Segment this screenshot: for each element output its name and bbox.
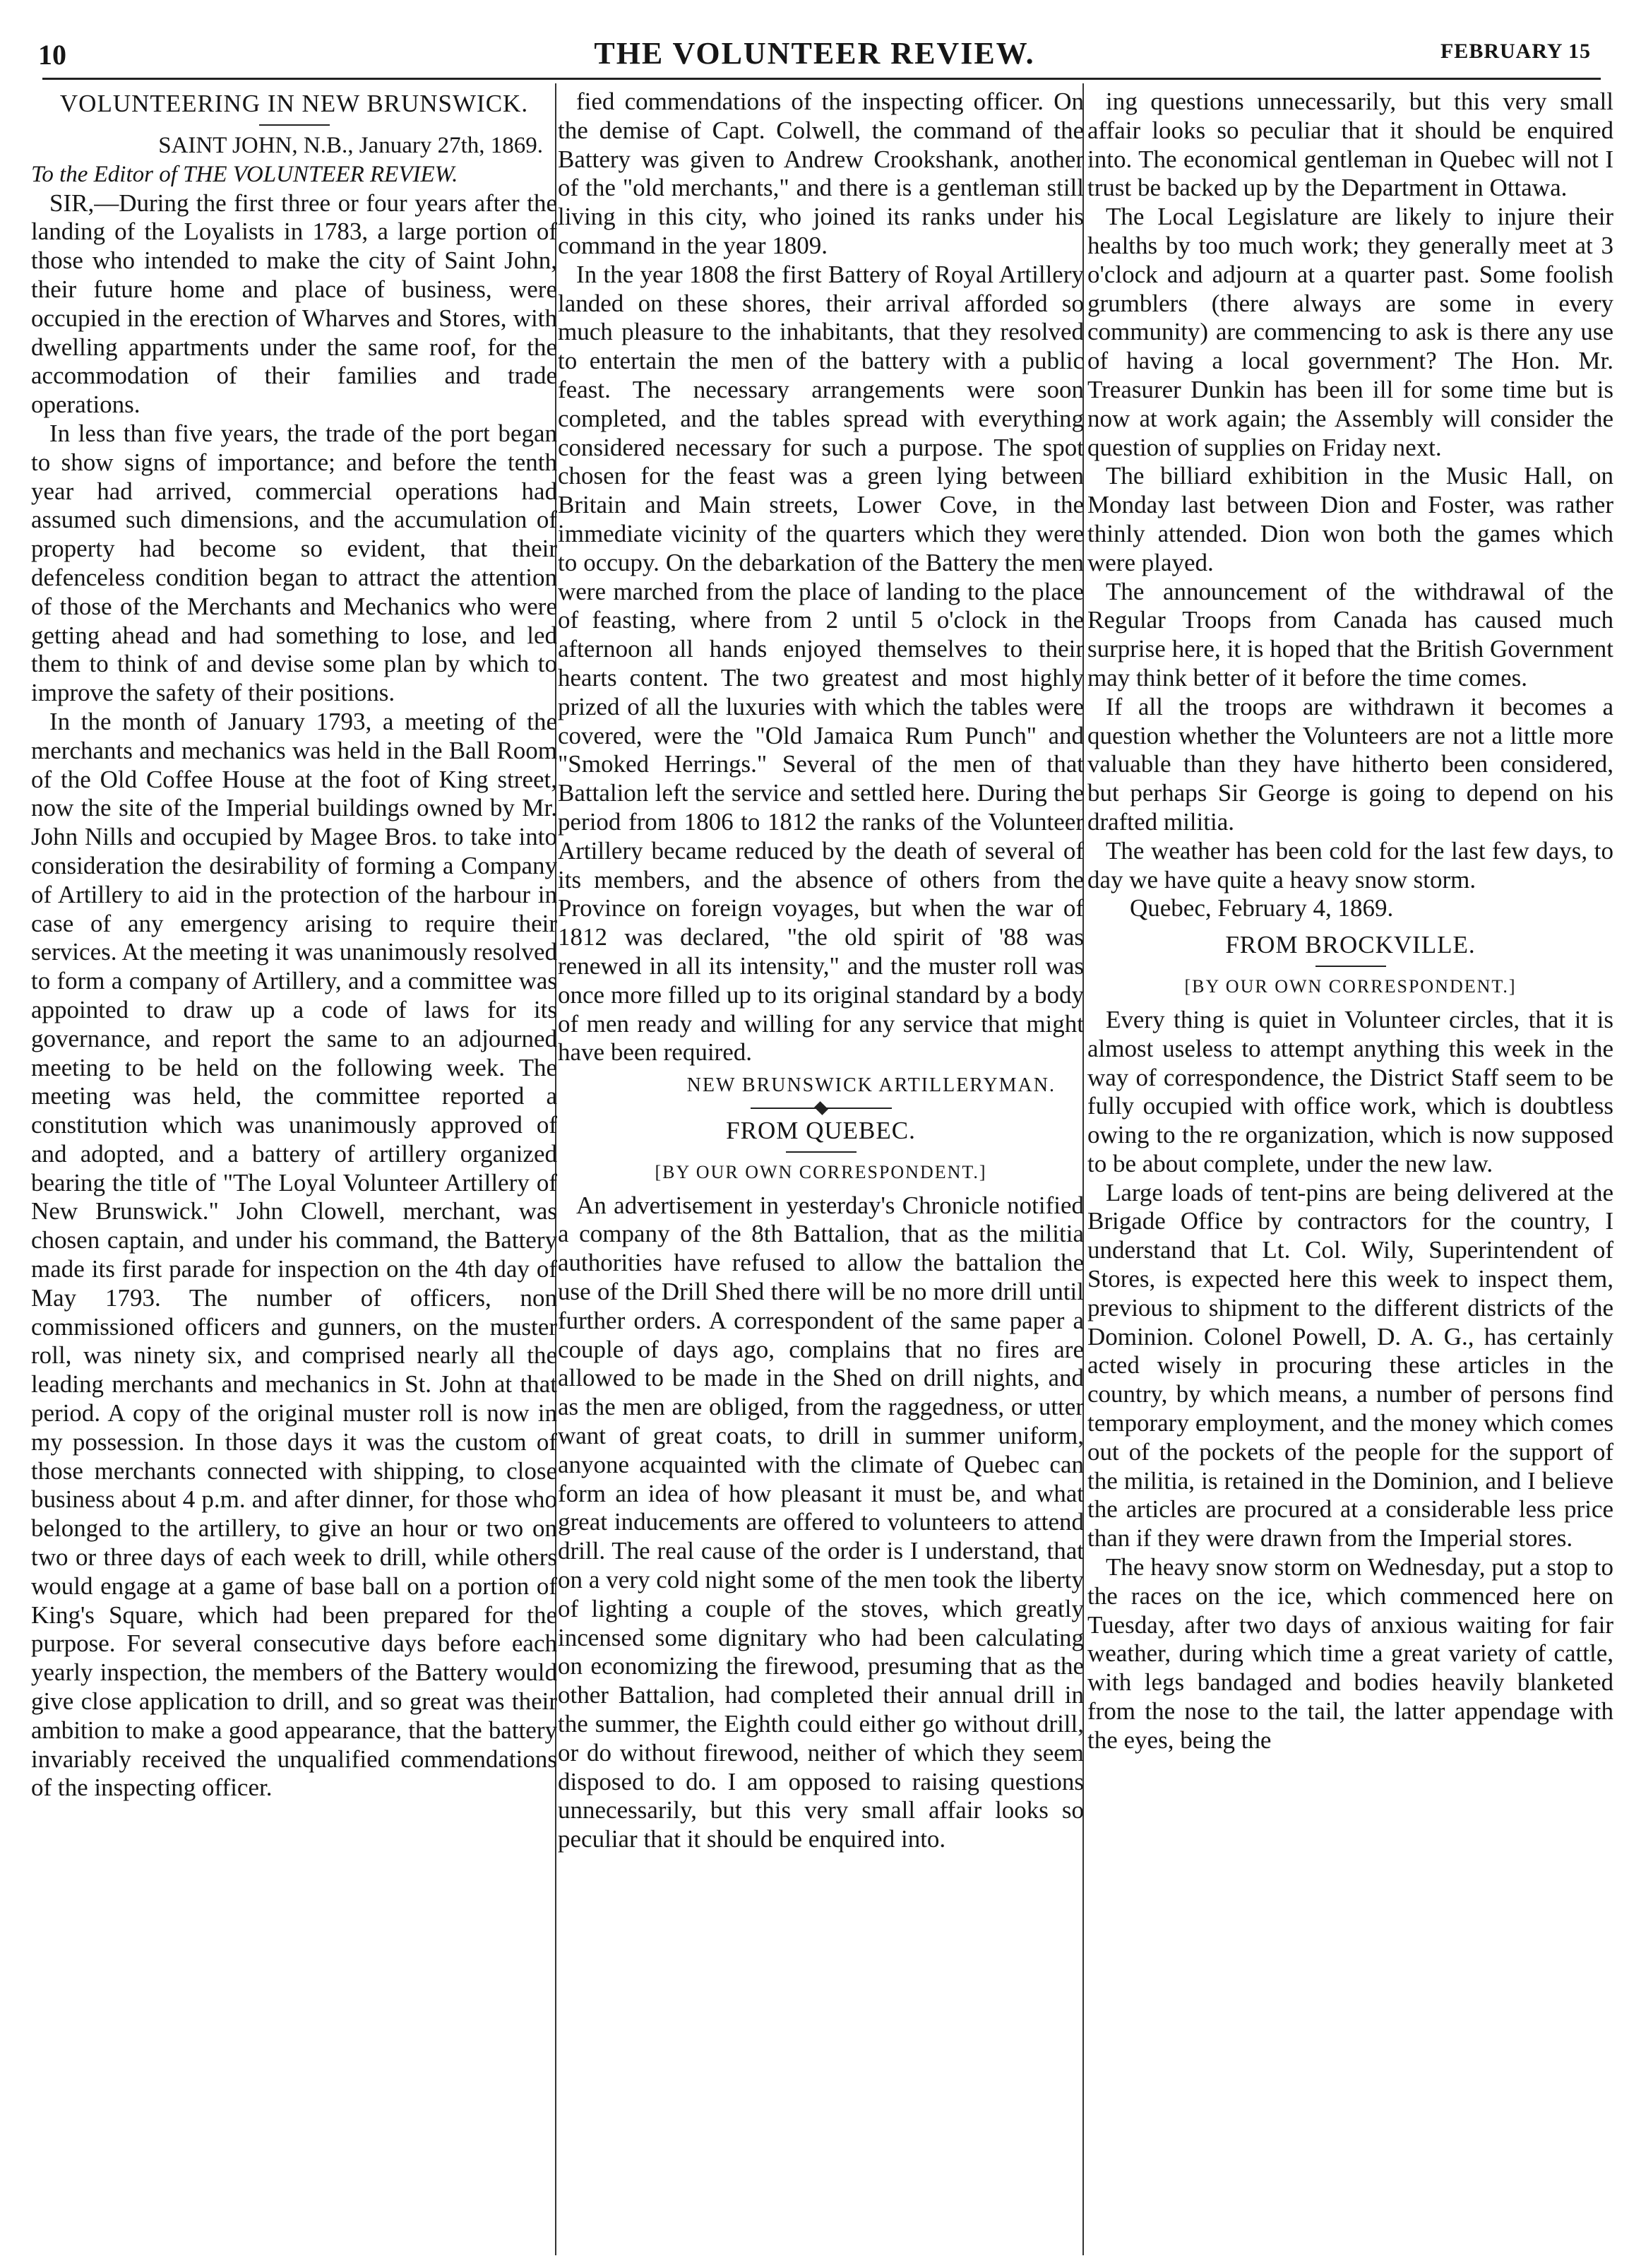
- page-number: 10: [38, 39, 66, 71]
- heading-rule: [786, 1151, 857, 1153]
- article-heading-new-brunswick: VOLUNTEERING IN NEW BRUNSWICK.: [59, 90, 529, 117]
- paragraph: Every thing is quiet in Volunteer circles, that it is almost useless to attempt anything this week in the way of correspondence, the District Staff seem to be fully occupied with office work, which is doubtless owing to the re organization, which is now supposed to be about complete, under the new law.: [1087, 1005, 1613, 1177]
- issue-date: FEBRUARY 15: [1440, 40, 1591, 63]
- quebec-dateline: Quebec, February 4, 1869.: [1130, 894, 1394, 922]
- heading-rule: [259, 124, 330, 126]
- paragraph: The announcement of the withdrawal of the Regular Troops from Canada has caused much surprise here, it is hoped that the British Government may think better of it before the time comes.: [1087, 577, 1613, 691]
- header-rule: [42, 78, 1601, 80]
- column-1: [31, 88, 557, 2249]
- paragraph: If all the troops are withdrawn it becomes a question whether the Volunteers are not a little more valuable than they have hitherto been considered, but perhaps Sir George is going to depend on his drafted militia.: [1087, 692, 1613, 836]
- paragraph: The billiard exhibition in the Music Hall, on Monday last between Dion and Foster, was rather thinly attended. Dion won both the games which were played.: [1087, 462, 1613, 576]
- paragraph: ing questions unnecessarily, but this very small affair looks so peculiar that it should be enquired into. The economical gentleman in Quebec will not I trust be backed up by the Department in Ottawa.: [1087, 88, 1613, 202]
- article-heading-quebec: FROM QUEBEC.: [726, 1116, 916, 1144]
- paragraph: An advertisement in yesterday's Chronicle notified a company of the 8th Battalion, that as the militia authorities have refused to allow the battalion the use of the Drill Shed there will be no more drill until further orders. A correspondent of the same paper a couple of days ago, complains that no fires are allowed to be made in the Shed on drill nights, and as the men are obliged, from the raggedness, or utter want of great coats, to drill in summer uniform, anyone acquainted with the climate of Quebec can form an idea of how pleasant it must be, and what great inducements are offered to volunteers to attend drill. The real cause of the order is I understand, that on a very cold night some of the men took the liberty of lighting a couple of the stoves, which greatly incensed some dignitary who had been calculating on economizing the firewood, presuming that as the other Battalion, had completed their annual drill in the summer, the Eighth could either go without drill, or do without firewood, neither of which they seem disposed to do. I am opposed to raising questions unnecessarily, but this very small affair looks so peculiar that it should be enquired into.: [558, 1191, 1084, 1853]
- paragraph: In less than five years, the trade of the port began to show signs of importance; and before the tenth year had arrived, commercial operations had assumed such dimensions, and the accumulation of property had become so evident, that their defenceless condition began to attract the attention of those of the Merchants and Mechanics who were getting ahead and had something to lose, and led them to think of and devise some plan by which to improve the safety of their positions.: [31, 419, 557, 707]
- heading-rule: [1315, 966, 1386, 967]
- paragraph: The heavy snow storm on Wednesday, put a stop to the races on the ice, which commenced here on Tuesday, after two days of anxious waiting for fair weather, during which time a great variety of cattle, with legs bandaged and bodies heavily blanketed from the nose to the tail, the latter appendage with the eyes, being the: [1087, 1553, 1613, 1754]
- column-2: [558, 88, 1084, 2249]
- masthead-title: THE VOLUNTEER REVIEW.: [594, 36, 1035, 71]
- paragraph: In the year 1808 the first Battery of Royal Artillery landed on these shores, their arrival afforded so much pleasure to the inhabitants, that they resolved to entertain the men of the battery with a public feast. The necessary arrangements were soon completed, and the tables spread with everything considered necessary for such a purpose. The spot chosen for the feast was a green lying between Britain and Main streets, Lower Cove, in the immediate vicinity of the quarters which they were to occupy. On the debarkation of the Battery the men were marched from the place of landing to the place of feasting, where from 2 until 5 o'clock in the afternoon all hands enjoyed themselves to their hearts content. The two greatest and most highly prized of all the luxuries with which the tables were covered, were the "Old Jamaica Rum Punch" and "Smoked Herrings." Several of the men of that Battalion left the service and settled here. During the period from 1806 to 1812 the ranks of the Volunteer Artillery became reduced by the death of several of its members, and the absence of others from the Province on foreign voyages, but when the war of 1812 was declared, "the old spirit of '88 was renewed in all its intensity," and the muster roll was once more filled up to its original standard by a body of men ready and willing for any service that might have been required.: [558, 260, 1084, 1067]
- paragraph: The weather has been cold for the last few days, to day we have quite a heavy snow storm.: [1087, 836, 1613, 893]
- paragraph: In the month of January 1793, a meeting of the merchants and mechanics was held in the Ball Room of the Old Coffee House at the foot of King street, now the site of the Imperial buildings owned by Mr. John Nills and occupied by Magee Bros. to take into consideration the desirability of forming a Company of Artillery to aid in the protection of the harbour in case of any emergency arising to require their services. At the meeting it was unanimously resolved to form a company of Artillery, and a committee was appointed to draw up a code of laws for its governance, and report the same to an adjourned meeting to be held on the following week. The meeting was held, the committee reported a constitution which was unanimously approved of and adopted, and a battery of artillery organized bearing the title of "The Loyal Volunteer Artillery of New Brunswick." John Clowell, merchant, was chosen captain, and under his command, the Battery made its first parade for inspection on the 4th day of May 1793. The number of officers, non commissioned officers and gunners, on the muster roll, was ninety six, and comprised nearly all the leading merchants and mechanics in St. John at that period. A copy of the original muster roll is now in my possession. In those days it was the custom of those merchants connected with shipping, to close business about 4 p.m. and after dinner, for those who belonged to the artillery, to give an hour or two on two or three days of each week to drill, while others would engage at a game of base ball on a portion of King's Square, which had been prepared for the purpose. For several consecutive days before each yearly inspection, the members of the Battery would give close application to drill, and so great was their ambition to make a good appearance, that the battery invariably received the unqualified commendations of the inspecting officer.: [31, 707, 557, 1802]
- paragraph: The Local Legislature are likely to injure their healths by too much work; they generally meet at 3 o'clock and adjourn at a quarter past. Some foolish grumblers (there always are some in every community) are commencing to ask is there any use of having a local government? The Hon. Mr. Treasurer Dunkin has been ill for some time but is now at work again; the Assembly will consider the question of supplies on Friday next.: [1087, 203, 1613, 461]
- letter-dateline: SAINT JOHN, N.B., January 27th, 1869.: [158, 133, 543, 158]
- column-3: [1087, 88, 1613, 2249]
- letter-salutation: To the Editor of THE VOLUNTEER REVIEW.: [31, 161, 458, 187]
- paragraph: SIR,—During the first three or four years after the landing of the Loyalists in 1783, a large portion of those who intended to make the city of Saint John, their future home and place of business, were occupied in the erection of Wharves and Stores, with dwelling appartments under the same roof, for the accommodation of their families and trade operations.: [31, 189, 557, 419]
- decorative-rule: [751, 1108, 892, 1109]
- article-signature: NEW BRUNSWICK ARTILLERYMAN.: [686, 1074, 1056, 1097]
- article-heading-brockville: FROM BROCKVILLE.: [1225, 931, 1476, 959]
- correspondent-byline: [BY OUR OWN CORRESPONDENT.]: [655, 1161, 987, 1182]
- paragraph: fied commendations of the inspecting officer. On the demise of Capt. Colwell, the command of the Battery was given to Andrew Crookshank, another of the "old merchants," and there is a gentleman still living in this city, who joined its ranks under his command in the year 1809.: [558, 88, 1084, 259]
- correspondent-byline: [BY OUR OWN CORRESPONDENT.]: [1184, 976, 1517, 997]
- paragraph: Large loads of tent-pins are being delivered at the Brigade Office by contractors for the country, I understand that Lt. Col. Wily, Superintendent of Stores, is expected here this week to inspect them, previous to shipment to the different districts of the Dominion. Colonel Powell, D. A. G., has certainly acted wisely in procuring these articles in the country, by which means, a number of persons find temporary employment, and the money which comes out of the pockets of the people for the support of the militia, is retained in the Dominion, and I believe the articles are procured at a considerable less price than if they were drawn from the Imperial stores.: [1087, 1178, 1613, 1552]
- page-header: [35, 34, 1594, 76]
